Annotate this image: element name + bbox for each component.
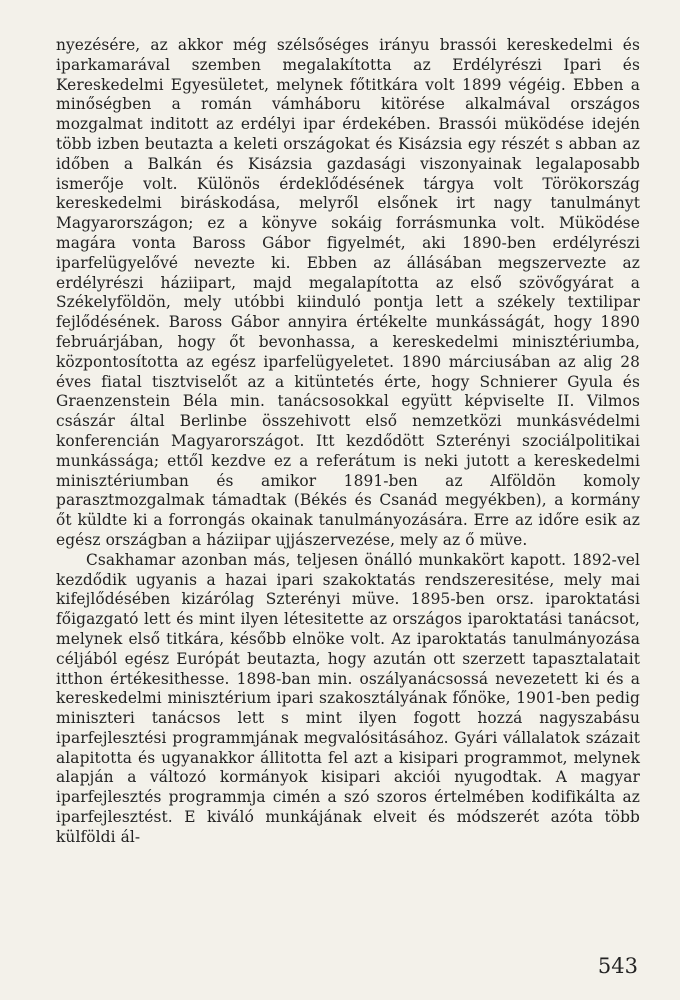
paragraph-1: nyezésére, az akkor még szélsőséges irányu brassói kereskedelmi és iparkamarával szemben megalakította az Erdélyrészi Ipari és Kereskedelmi Egyesületet, melynek főtitkára volt 1899 végéig. Ebben a minőségben a román vámháboru kitörése alkalmával országos mozgalmat inditott az erdélyi ipar érdekében. Brassói müködése idején több izben beutazta a keleti országokat és Kisázsia egy részét s abban az időben a Balkán és Kisázsia gazdasági viszonyainak legalaposabb ismerője volt. Különös érdeklődésének tárgya volt Törökország kereskedelmi biráskodása, melyről elsőnek irt nagy tanulmányt Magyarországon; ez a könyve sokáig forrásmunka volt. Müködése magára vonta Baross Gábor figyelmét, aki 1890-ben erdélyrészi iparfelügyelővé nevezte ki. Ebben az állásában megszervezte az erdélyrészi háziipart, majd megalapította az első szövőgyárat a Székelyföldön, mely utóbbi kiinduló pontja lett a székely textilipar fejlődésének. Baross Gábor annyira értékelte munkásságát, hogy 1890 februárjában, hogy őt bevonhassa, a kereskedelmi minisztériumba, központosította az egész iparfelügyeletet. 1890 márciusában az alig 28 éves fiatal tisztviselőt az a kitüntetés érte, hogy Schnierer Gyula és Graenzenstein Béla min. tanácsosokkal együtt képviselte II. Vilmos császár által Berlinbe összehivott első nemzetközi munkásvédelmi konferencián Magyarországot. Itt kezdődött Szterényi szociálpolitikai munkássága; ettől kezdve ez a referátum is neki jutott a kereskedelmi minisztériumban és amikor 1891-ben az Alföldön komoly parasztmozgalmak támadtak (Békés és Csanád megyékben), a kormány őt küldte ki a forrongás okainak tanulmányozására. Erre az időre esik az egész országban a háziipar ujjászervezése, mely az ő müve. — [56, 36, 640, 549]
paragraph-2: Csakhamar azonban más, teljesen önálló munkakört kapott. 1892-vel kezdődik ugyanis a hazai ipari szakoktatás rendszeresitése, mely mai kifejlődésében kizárólag Szterényi müve. 1895-ben orsz. iparoktatási főigazgató lett és mint ilyen létesitette az országos iparoktatási tanácsot, melynek első titkára, később elnöke volt. Az iparoktatás tanulmányozása céljából egész Európát beutazta, hogy azután ott szerzett tapasztalatait itthon értékesithesse. 1898-ban min. oszályanácsossá nevezetett ki és a kereskedelmi minisztérium ipari szakosztályának főnöke, 1901-ben pedig miniszteri tanácsos lett s mint ilyen fogott hozzá nagyszabásu iparfejlesztési programmjának megvalósitásához. Gyári vállalatok százait alapitotta és ugyanakkor állitotta fel azt a kisipari programmot, melynek alapján a változó kormányok kisipari akciói nyugodtak. A magyar iparfejlesztés programmja cimén a szó szoros értelmében kodifikálta az iparfejlesztést. E kiváló munkájának elveit és módszerét azóta több külföldi ál- — [56, 550, 640, 846]
book-page — [56, 36, 640, 966]
page-number: 543 — [597, 954, 638, 978]
